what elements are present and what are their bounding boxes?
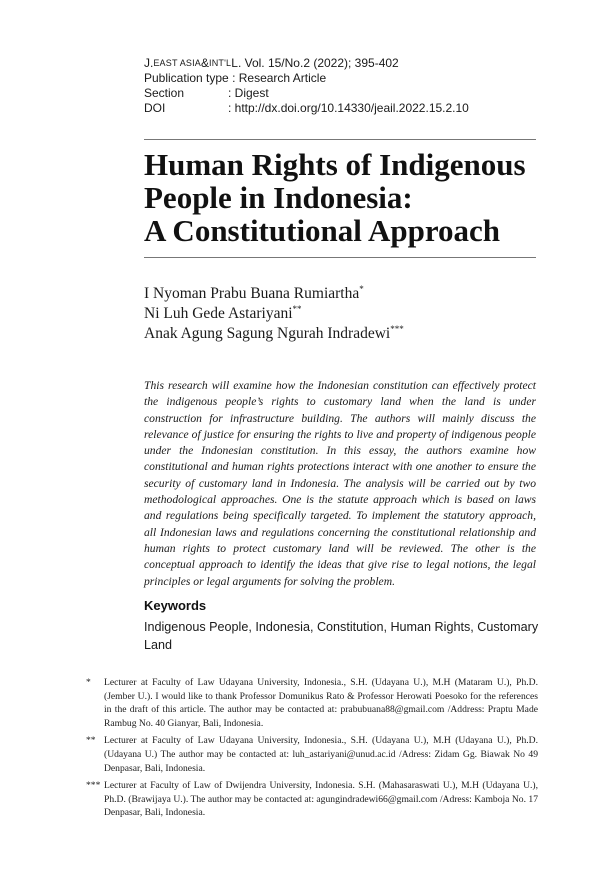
footnote-3 [86, 779, 538, 820]
footnote-2 [86, 734, 538, 775]
publication-type-label: Publication type [144, 71, 229, 85]
title-top-rule [144, 139, 536, 140]
author-1 [144, 284, 404, 304]
footnote-mark: * [86, 677, 91, 688]
keywords-list: Indigenous People, Indonesia, Constitution, Human Rights, Customary Land [144, 620, 539, 652]
journal-name-east-asia: EAST ASIA [153, 58, 202, 68]
doi-link[interactable]: : http://dx.doi.org/10.14330/jeail.2022.15.2.10 [228, 101, 469, 115]
footnote-text: Lecturer at Faculty of Law Udayana University, Indonesia., S.H. (Udayana U.), M.H (Mataram U.), Ph.D. (Jember U.). I would like to thank Professor Domunikus Rato & Professor Herowati Poesoko for the references in the draft of this article. The author may be contacted at: prabubuana88@gmail.com /Address: Praptu Made Rambug No. 40 Gianyar, Bali, Indonesia. [104, 677, 538, 729]
footnote-mark: * [359, 284, 364, 294]
publication-type-row [144, 71, 469, 86]
section-row [144, 86, 469, 101]
doi-label: DOI [144, 101, 166, 115]
footnote-text: Lecturer at Faculty of Law Udayana University, Indonesia., S.H. (Udayana U.), M.H (Udayana U.), Ph.D. (Udayana U.) The author may be contacted at: luh_astariyani@unud.ac.id /Adress: Zidam Gg. Biawak No 49 Denpasar, Bali, Indonesia. [104, 735, 538, 774]
journal-citation [144, 56, 469, 71]
footnote-1 [86, 676, 538, 730]
journal-volume: L. Vol. 15/No.2 (2022); 395-402 [231, 56, 399, 70]
footnote-mark: *** [86, 780, 101, 792]
publication-metadata [144, 56, 469, 116]
title-line-3: A Constitutional Approach [144, 213, 501, 248]
footnote-mark: *** [390, 324, 404, 334]
author-name: Ni Luh Gede Astariyani [144, 305, 293, 322]
article-title [144, 148, 544, 247]
author-name: Anak Agung Sagung Ngurah Indradewi [144, 325, 391, 342]
title-bottom-rule [144, 257, 536, 258]
journal-name-intl: INT'L [209, 58, 232, 68]
section-value: : Digest [228, 86, 269, 100]
author-list [144, 284, 404, 344]
title-line-1: Human Rights of Indigenous [144, 147, 526, 182]
keywords-heading: Keywords [144, 598, 207, 613]
footnote-text: Lecturer at Faculty of Law of Dwijendra University, Indonesia. S.H. (Mahasaraswati U.), M.H (Udayana U.), Ph.D. (Brawijaya U.). The author may be contacted at: agungindradewi66@gmail.com /Adress: Kamboja No. 17 Denpasar, Bali, Indonesia. [104, 780, 538, 819]
title-line-2: People in Indonesia: [144, 180, 413, 215]
footnote-mark: ** [292, 304, 302, 314]
author-2 [144, 304, 404, 324]
abstract: This research will examine how the Indonesian constitution can effectively protect the indigenous people’s rights to customary land when the land is under construction for infrastructure building. The authors will mainly discuss the relevance of justice for ensuring the rights to live and property of indigenous people under the Indonesian constitution. In this essay, the authors examine how constitutional and human rights protections interact with one another to ensure the security of customary land in Indonesia. The analysis will be carried out by two methodological approaches. One is the statute approach which is based on laws and regulations being specifically targeted. To implement the statutory approach, all Indonesian laws and regulations concerning the constitutional relationship and human rights to protect customary land will be reviewed. The other is the conceptual approach to identify the ideas that give rise to legal notions, the legal principles or legal arguments for solving the problem. [144, 379, 536, 588]
journal-prefix: J. [144, 56, 154, 70]
footnotes [86, 676, 538, 824]
footnote-mark: ** [86, 735, 96, 747]
journal-ampersand: & [201, 56, 210, 70]
section-label: Section [144, 86, 185, 100]
author-3 [144, 324, 404, 344]
doi-row [144, 101, 469, 116]
publication-type-value: : Research Article [232, 71, 327, 85]
author-name: I Nyoman Prabu Buana Rumiartha [144, 285, 360, 302]
